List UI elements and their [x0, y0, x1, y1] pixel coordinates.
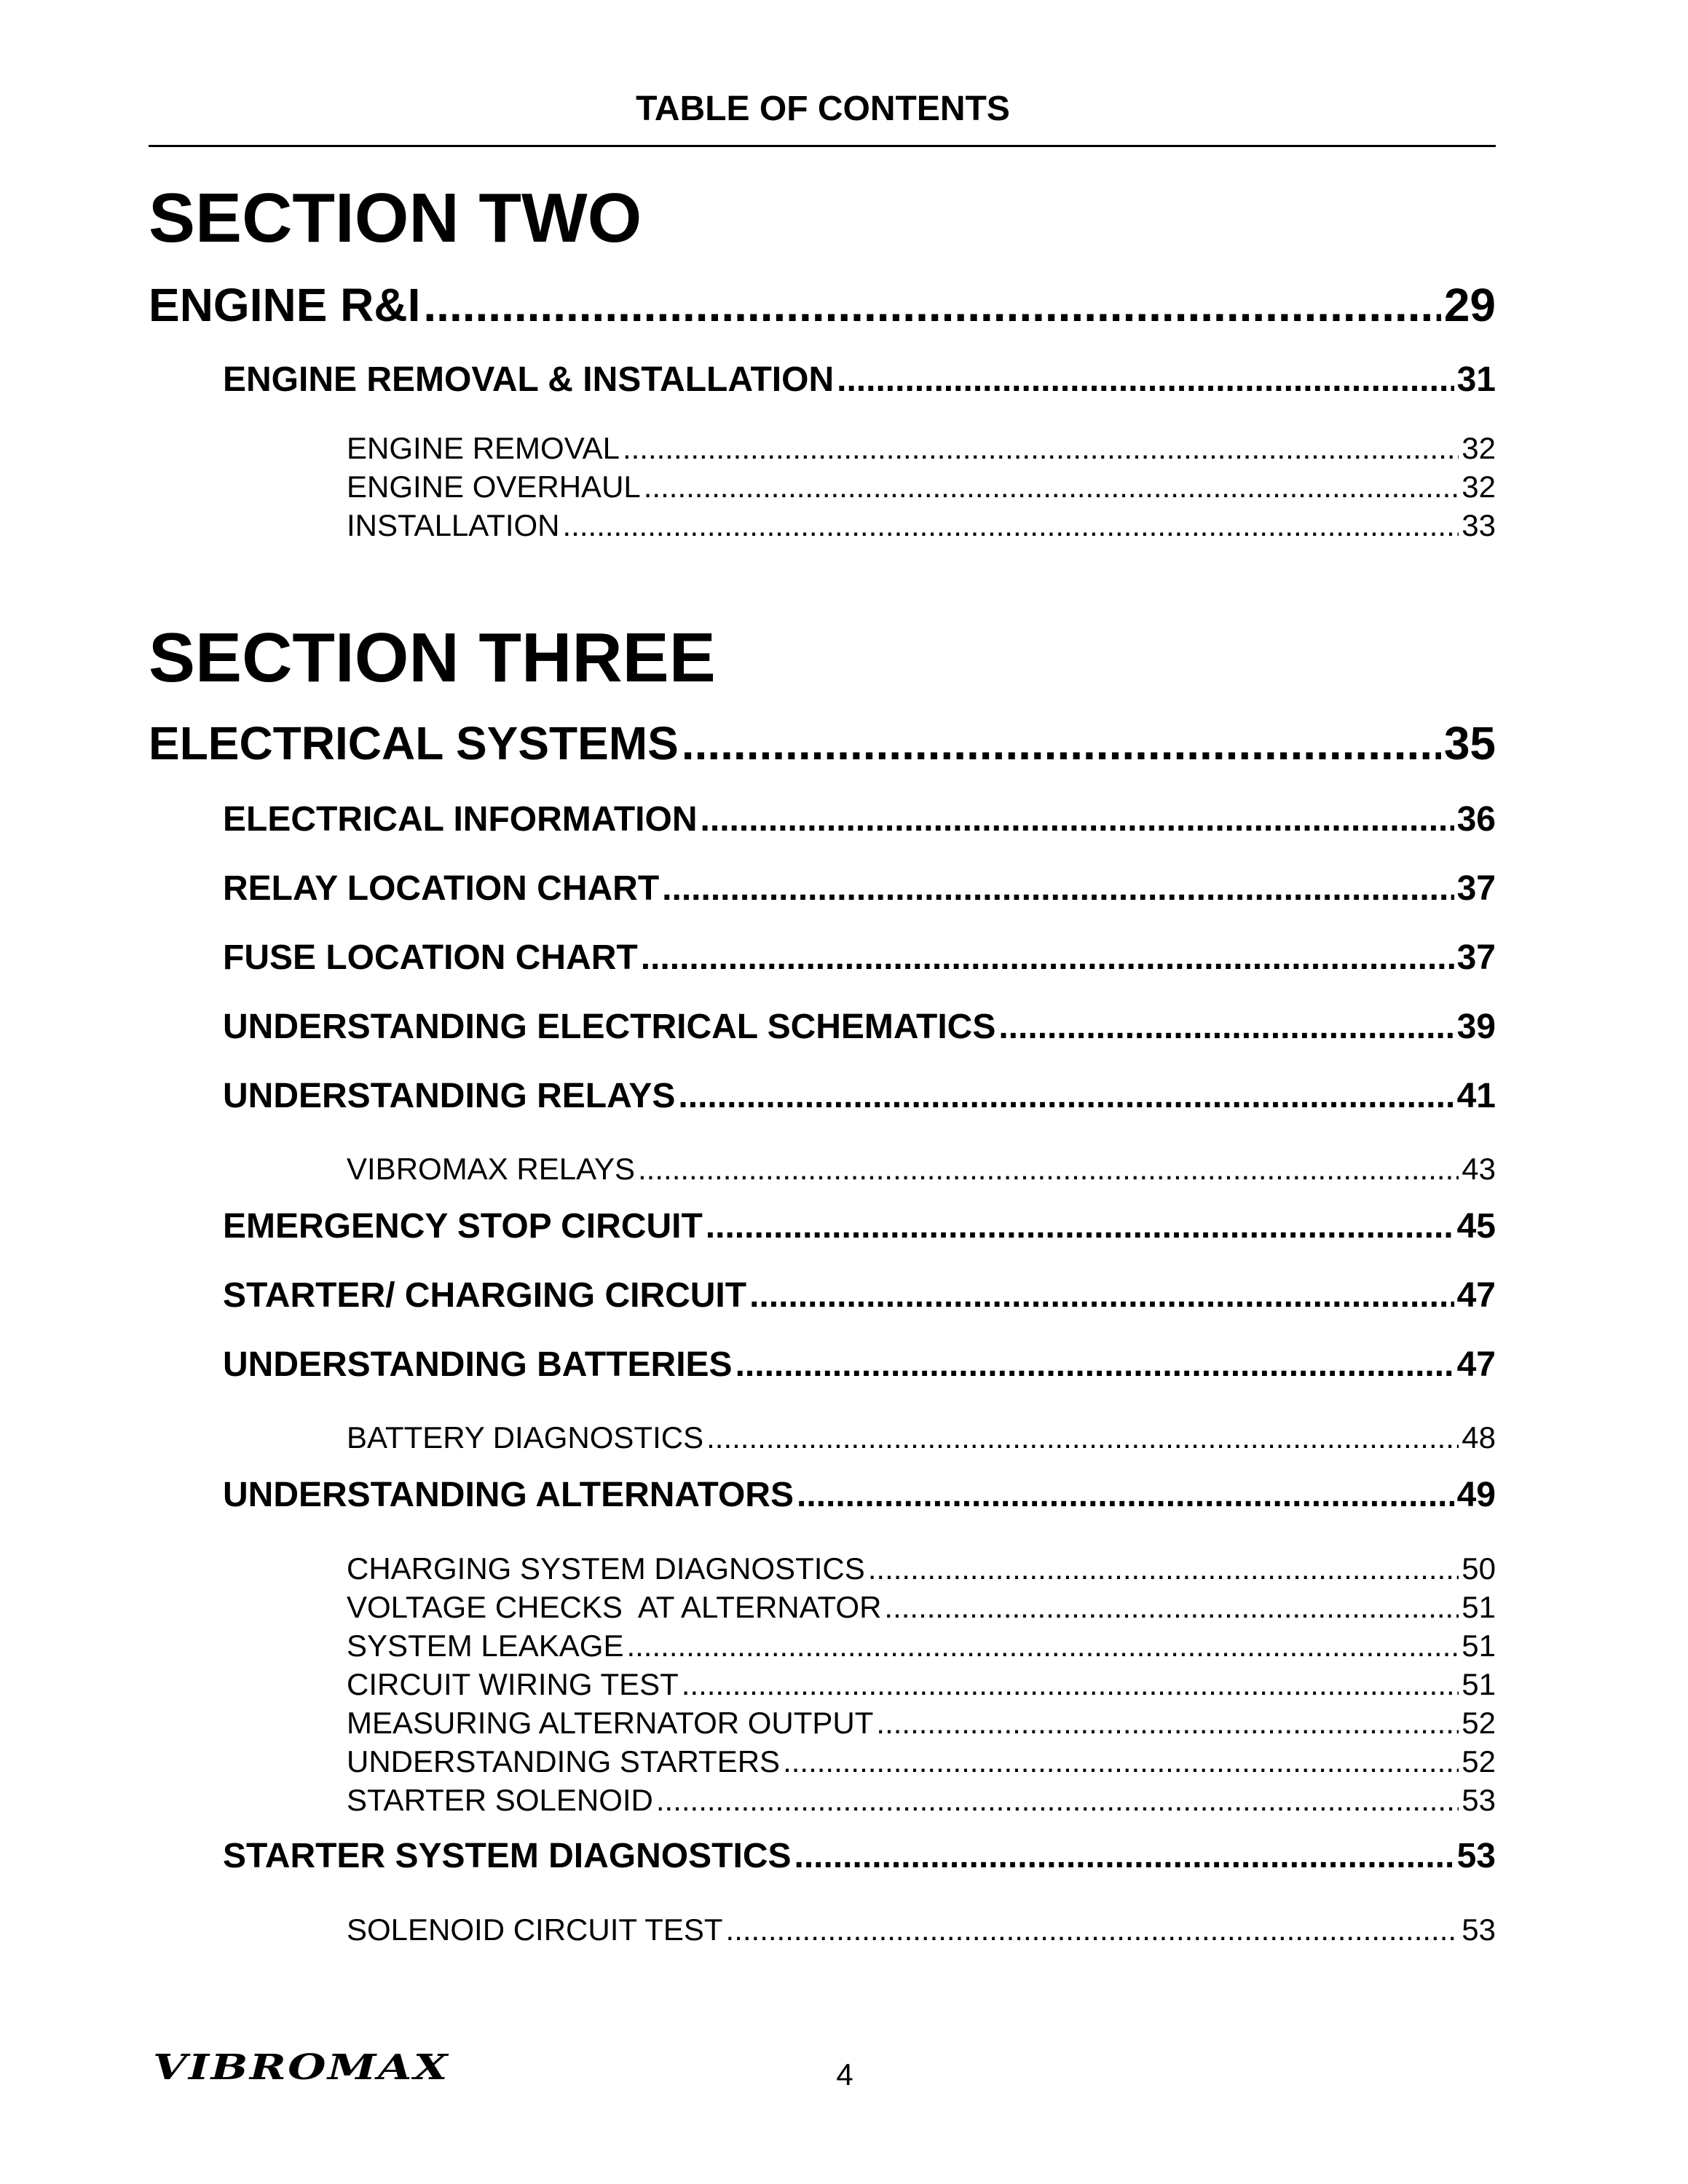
dot-leader	[868, 1551, 1459, 1586]
toc-entry-page: 49	[1456, 1476, 1496, 1514]
toc-entry-understanding-batteries[interactable]	[223, 1345, 1496, 1385]
toc-entry-understanding-relays[interactable]	[223, 1076, 1496, 1116]
dot-leader	[678, 1076, 1454, 1116]
dot-leader	[706, 1206, 1454, 1246]
toc-entry-relay-location-chart[interactable]	[223, 869, 1496, 909]
dot-leader	[797, 1475, 1454, 1515]
toc-entry-page: 36	[1456, 800, 1496, 839]
toc-entry-label: ENGINE R&I	[149, 279, 421, 331]
toc-entry-label: ELECTRICAL INFORMATION	[223, 800, 698, 839]
dot-leader	[876, 1706, 1459, 1741]
dot-leader	[423, 278, 1440, 332]
dot-leader	[563, 508, 1459, 543]
toc-entry-engine-removal-installation[interactable]	[223, 360, 1496, 400]
dot-leader	[726, 1912, 1459, 1947]
toc-entry-page: 53	[1462, 1783, 1496, 1817]
toc-entry-starter-solenoid[interactable]	[347, 1783, 1496, 1818]
toc-entry-electrical-information[interactable]	[223, 799, 1496, 839]
dot-leader	[662, 869, 1454, 909]
dot-leader	[749, 1275, 1454, 1315]
dot-leader	[682, 716, 1441, 770]
toc-entry-engine-ri[interactable]	[149, 278, 1496, 332]
toc-entry-page: 41	[1456, 1077, 1496, 1115]
vibromax-logo: VIBROMAX	[153, 2047, 449, 2088]
toc-entry-engine-overhaul[interactable]	[347, 470, 1496, 505]
toc-entry-page: 37	[1456, 869, 1496, 908]
toc-entry-label: STARTER SYSTEM DIAGNOSTICS	[223, 1837, 792, 1875]
toc-entry-label: VOLTAGE CHECKS AT ALTERNATOR	[347, 1590, 882, 1624]
toc-entry-page: 51	[1462, 1667, 1496, 1701]
section-three-title: SECTION THREE	[149, 619, 716, 697]
toc-entry-system-leakage[interactable]	[347, 1629, 1496, 1663]
toc-entry-label: FUSE LOCATION CHART	[223, 938, 638, 977]
toc-entry-voltage-checks-at-alternator[interactable]	[347, 1590, 1496, 1625]
toc-entry-label: UNDERSTANDING ELECTRICAL SCHEMATICS	[223, 1008, 996, 1046]
toc-entry-battery-diagnostics[interactable]	[347, 1420, 1496, 1455]
page-number: 4	[836, 2057, 853, 2092]
toc-entry-label: CHARGING SYSTEM DIAGNOSTICS	[347, 1551, 865, 1586]
dot-leader	[701, 799, 1454, 839]
toc-entry-label: BATTERY DIAGNOSTICS	[347, 1420, 704, 1455]
toc-entry-label: CIRCUIT WIRING TEST	[347, 1667, 679, 1701]
dot-leader	[794, 1836, 1454, 1876]
dot-leader	[998, 1007, 1454, 1047]
toc-entry-page: 52	[1462, 1706, 1496, 1740]
toc-entry-page: 47	[1456, 1276, 1496, 1315]
toc-entry-charging-system-diagnostics[interactable]	[347, 1551, 1496, 1586]
toc-entry-understanding-starters[interactable]	[347, 1744, 1496, 1779]
toc-entry-page: 32	[1462, 470, 1496, 504]
toc-entry-label: UNDERSTANDING STARTERS	[347, 1744, 781, 1779]
toc-entry-page: 53	[1456, 1837, 1496, 1875]
toc-entry-installation[interactable]	[347, 508, 1496, 543]
toc-entry-page: 47	[1456, 1345, 1496, 1384]
toc-entry-emergency-stop-circuit[interactable]	[223, 1206, 1496, 1246]
toc-entry-page: 53	[1462, 1912, 1496, 1947]
toc-entry-page: 51	[1462, 1629, 1496, 1663]
dot-leader	[638, 1152, 1459, 1187]
toc-entry-starter-charging-circuit[interactable]	[223, 1275, 1496, 1315]
toc-entry-measuring-alternator-output[interactable]	[347, 1706, 1496, 1741]
section-two-title: SECTION TWO	[149, 179, 642, 257]
dot-leader	[682, 1667, 1459, 1702]
toc-entry-label: SYSTEM LEAKAGE	[347, 1629, 624, 1663]
dot-leader	[656, 1783, 1459, 1818]
toc-entry-vibromax-relays[interactable]	[347, 1152, 1496, 1187]
toc-entry-page: 43	[1462, 1152, 1496, 1186]
toc-entry-label: UNDERSTANDING RELAYS	[223, 1077, 676, 1115]
toc-entry-label: ELECTRICAL SYSTEMS	[149, 717, 679, 769]
toc-entry-page: 48	[1462, 1420, 1496, 1455]
toc-entry-page: 39	[1456, 1008, 1496, 1046]
toc-entry-understanding-electrical-schematics[interactable]	[223, 1007, 1496, 1047]
toc-entry-page: 37	[1456, 938, 1496, 977]
toc-entry-page: 51	[1462, 1590, 1496, 1624]
toc-entry-label: STARTER SOLENOID	[347, 1783, 653, 1817]
page-header-title: TABLE OF CONTENTS	[636, 90, 1010, 128]
toc-entry-label: ENGINE REMOVAL & INSTALLATION	[223, 360, 835, 399]
dot-leader	[783, 1744, 1459, 1779]
toc-entry-page: 32	[1462, 431, 1496, 465]
toc-entry-engine-removal[interactable]	[347, 431, 1496, 466]
toc-entry-page: 29	[1443, 279, 1496, 331]
toc-entry-page: 45	[1456, 1207, 1496, 1246]
toc-entry-starter-system-diagnostics[interactable]	[223, 1836, 1496, 1876]
toc-entry-label: EMERGENCY STOP CIRCUIT	[223, 1207, 703, 1246]
toc-entry-label: MEASURING ALTERNATOR OUTPUT	[347, 1706, 874, 1740]
toc-entry-solenoid-circuit-test[interactable]	[347, 1912, 1496, 1947]
dot-leader	[837, 360, 1454, 400]
toc-entry-label: ENGINE REMOVAL	[347, 431, 620, 465]
toc-entry-fuse-location-chart[interactable]	[223, 938, 1496, 978]
toc-entry-page: 33	[1462, 508, 1496, 542]
toc-entry-label: ENGINE OVERHAUL	[347, 470, 641, 504]
toc-entry-page: 50	[1462, 1551, 1496, 1586]
toc-entry-label: STARTER/ CHARGING CIRCUIT	[223, 1276, 747, 1315]
dot-leader	[644, 470, 1459, 505]
toc-entry-electrical-systems[interactable]	[149, 716, 1496, 770]
toc-entry-circuit-wiring-test[interactable]	[347, 1667, 1496, 1702]
toc-entry-page: 52	[1462, 1744, 1496, 1779]
dot-leader	[706, 1420, 1459, 1455]
toc-entry-page: 31	[1456, 360, 1496, 399]
toc-entry-page: 35	[1443, 717, 1496, 769]
dot-leader	[735, 1345, 1454, 1385]
toc-entry-label: RELAY LOCATION CHART	[223, 869, 660, 908]
toc-entry-label: INSTALLATION	[347, 508, 560, 542]
toc-entry-understanding-alternators[interactable]	[223, 1475, 1496, 1515]
dot-leader	[641, 938, 1454, 978]
toc-entry-label: VIBROMAX RELAYS	[347, 1152, 636, 1186]
toc-entry-label: UNDERSTANDING ALTERNATORS	[223, 1476, 794, 1514]
dot-leader	[623, 431, 1459, 466]
toc-entry-label: UNDERSTANDING BATTERIES	[223, 1345, 733, 1384]
dot-leader	[884, 1590, 1459, 1625]
toc-entry-label: SOLENOID CIRCUIT TEST	[347, 1912, 723, 1947]
dot-leader	[626, 1629, 1459, 1663]
header-rule	[149, 145, 1496, 147]
